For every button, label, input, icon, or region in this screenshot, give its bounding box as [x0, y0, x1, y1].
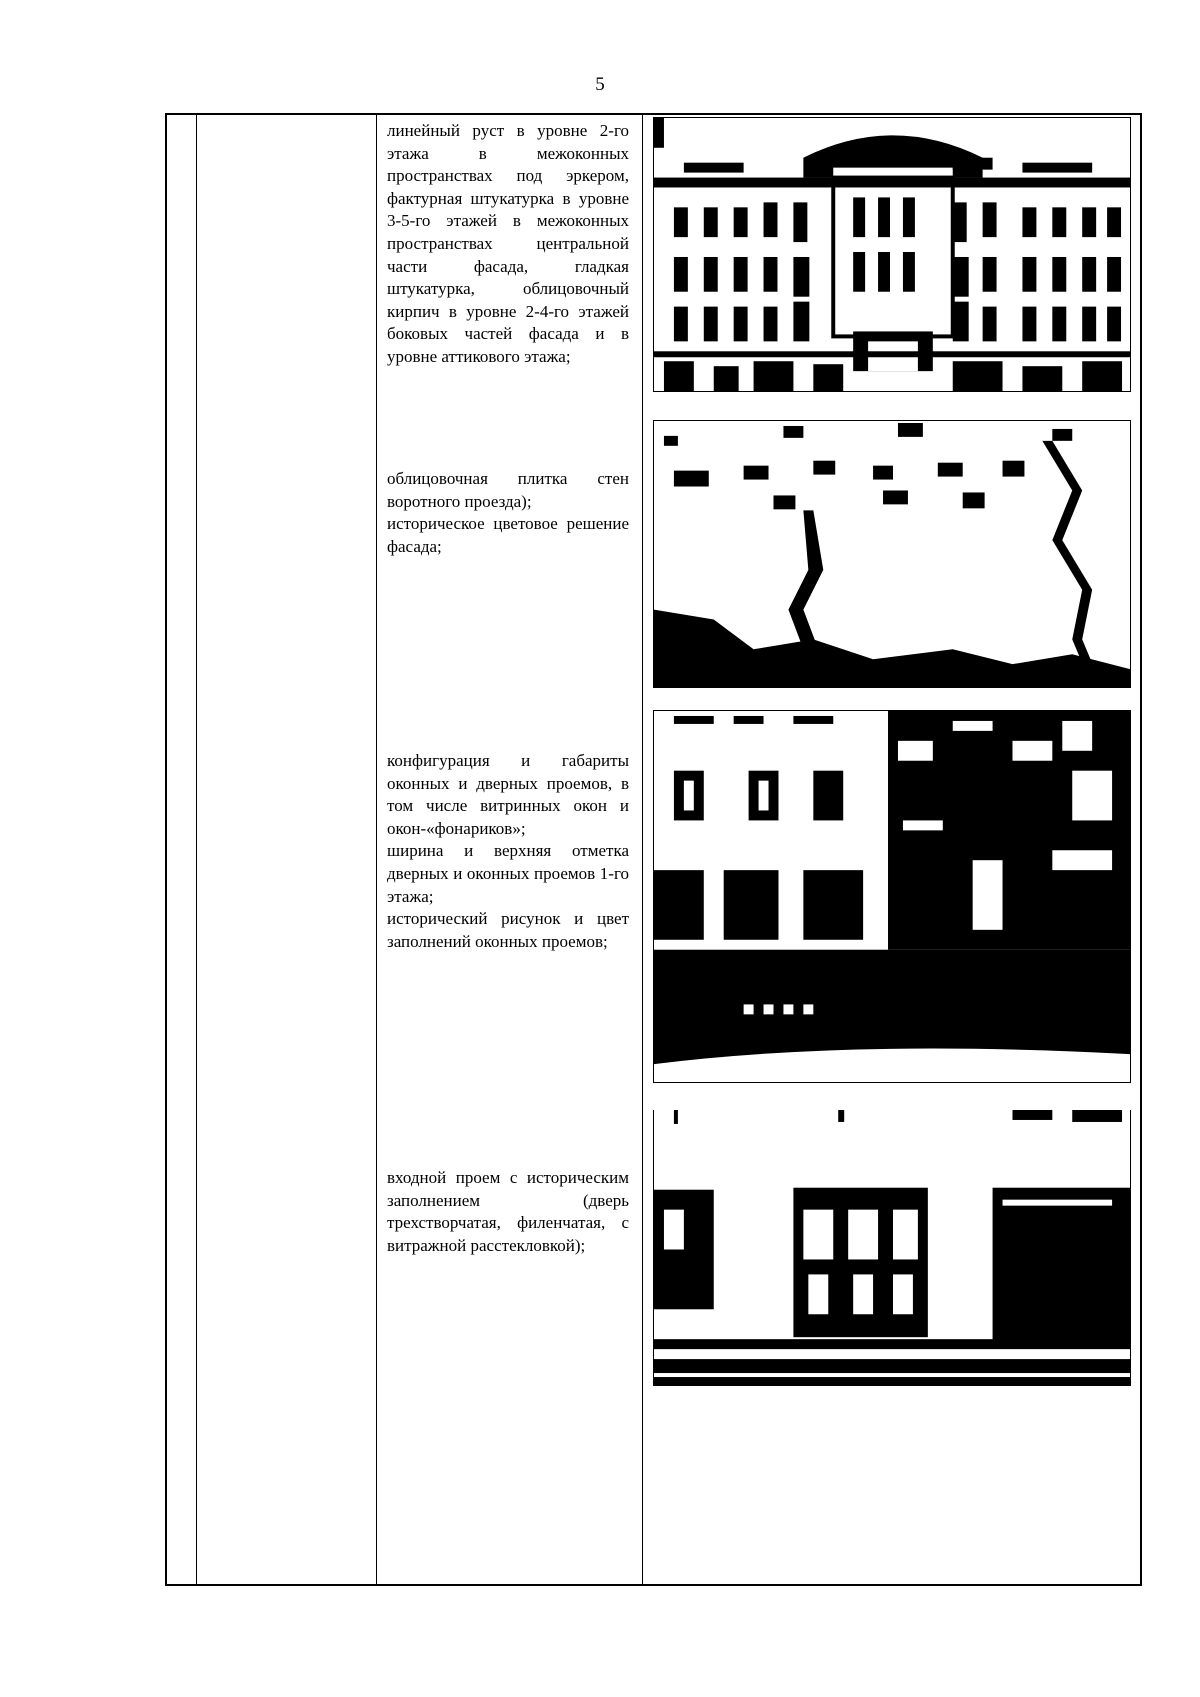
text-line: исторический рисунок и цвет заполнений оконных проемов; [387, 909, 629, 951]
text-line: ширина и верхняя отметка дверных и оконных проемов 1-го этажа; [387, 841, 629, 906]
building-facade-photo [653, 117, 1131, 392]
text-line: конфигурация и габариты оконных и дверных проемов, в том числе витринных окон и окон-«фонариков»; [387, 751, 629, 838]
text-line: входной проем с историческим заполнением (дверь трехстворчатая, филенчатая, с витражной расстекловкой); [387, 1168, 629, 1255]
column-divider-3 [642, 115, 643, 1584]
entrance-door-photo [653, 1110, 1131, 1386]
window-openings-photo [653, 710, 1131, 1083]
text-line: линейный руст в уровне 2-го этажа в межоконных пространствах под эркером, фактурная штукатурка в уровне 3-5-го этажей в межоконных пространствах центральной части фасада, гладкая штукатурка, облицовочный кирпич в уровне 2-4-го этажей боковых частей фасада и в уровне аттикового этажа; [387, 121, 629, 366]
text-block-openings [387, 750, 629, 953]
text-block-entrance [387, 1167, 629, 1257]
wall-texture-photo [653, 420, 1131, 688]
text-line: облицовочная плитка стен воротного проезда); [387, 469, 629, 511]
page-number: 5 [595, 74, 605, 95]
column-divider-2 [376, 115, 377, 1584]
column-divider-1 [196, 115, 197, 1584]
text-line: историческое цветовое решение фасада; [387, 514, 629, 556]
text-block-cladding-color [387, 468, 629, 558]
text-block-facade-finish [387, 120, 629, 369]
